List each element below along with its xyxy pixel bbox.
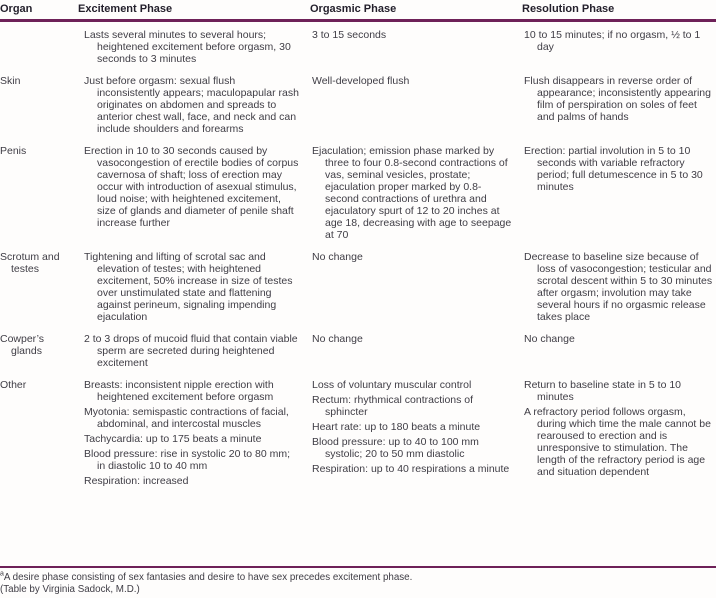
cell-text: Tachycardia: up to 175 beats a minute: [84, 433, 262, 445]
organ-label: Other: [0, 379, 27, 391]
table-row: [0, 75, 716, 135]
cell-orgasmic: [310, 379, 522, 487]
cell-text: Return to baseline state in 5 to 10 minutes: [524, 379, 682, 403]
cell-text: Tightening and lifting of scrotal sac and elevation of testes; with heightened excitement, 50% increase in size of testes over unstimulated state and flattening against perineum, signaling impending ejaculation: [84, 251, 293, 323]
column-header-organ: Organ: [0, 3, 33, 15]
cell-orgasmic: [310, 29, 522, 65]
table-header: [0, 0, 716, 22]
cell-text: Loss of voluntary muscular control: [312, 379, 472, 391]
organ-label: Penis: [0, 145, 27, 157]
cell-text: Well-developed flush: [312, 75, 410, 87]
cell-text: No change: [312, 333, 363, 345]
cell-text: Erection in 10 to 30 seconds caused by vasocongestion of erectile bodies of corpus cavernosa of shaft; loss of erection may occur with introduction of asexual stimulus, loud noise; with heightened excitement, size of glands and diameter of penile shaft increase further: [84, 145, 299, 229]
cell-text: No change: [312, 251, 363, 263]
footnote-text: A desire phase consisting of sex fantasies and desire to have sex precedes excitement phase.: [3, 572, 413, 583]
cell-excitement: [78, 145, 310, 241]
footnote-section: [0, 566, 716, 596]
cell-text: Respiration: increased: [84, 475, 189, 487]
cell-excitement: [78, 75, 310, 135]
cell-resolution: [522, 29, 716, 65]
organ-label: Skin: [0, 75, 21, 87]
cell-organ: [0, 251, 78, 323]
cell-resolution: [522, 145, 716, 241]
cell-text: Myotonia: semispastic contractions of facial, abdominal, and intercostal muscles: [84, 406, 289, 430]
cell-organ: [0, 333, 78, 369]
column-header-orgasmic: Orgasmic Phase: [310, 3, 397, 15]
cell-orgasmic: [310, 333, 522, 369]
table-row: [0, 379, 716, 487]
cell-text: Just before orgasm: sexual flush inconsistently appears; maculopapular rash originates on abdomen and spreads to anterior chest wall, face, and neck and can include shoulders and forearms: [84, 75, 299, 135]
cell-excitement: [78, 29, 310, 65]
column-header-excitement: Excitement Phase: [78, 3, 173, 15]
cell-text: 10 to 15 minutes; if no orgasm, ½ to 1 day: [524, 29, 701, 53]
table-row: [0, 333, 716, 369]
table-body: [0, 22, 716, 487]
cell-text: No change: [524, 333, 575, 345]
cell-text: Lasts several minutes to several hours; heightened excitement before orgasm, 30 seconds to 3 minutes: [84, 29, 291, 65]
table-row: [0, 145, 716, 241]
cell-organ: [0, 379, 78, 487]
cell-excitement: [78, 251, 310, 323]
cell-text: A refractory period follows orgasm, during which time the male cannot be rearoused to erection and is unresponsive to stimulation. The length of the refractory period is age and situation dependent: [524, 406, 711, 478]
organ-label: Cowper’s glands: [0, 333, 44, 357]
cell-text: Flush disappears in reverse order of appearance; inconsistently appearing film of perspiration on soles of feet and palms of hands: [524, 75, 711, 123]
cell-orgasmic: [310, 75, 522, 135]
cell-organ: [0, 29, 78, 65]
footnote-marker: a: [0, 570, 4, 578]
organ-label: Scrotum and testes: [0, 251, 60, 275]
cell-text: Decrease to baseline size because of loss of vasocongestion; testicular and scrotal descent within 5 to 30 minutes after orgasm; involution may take several hours if no orgasmic release takes place: [524, 251, 713, 323]
cell-excitement: [78, 333, 310, 369]
cell-text: 3 to 15 seconds: [312, 29, 387, 41]
column-header-resolution: Resolution Phase: [522, 3, 615, 15]
cell-text: Ejaculation; emission phase marked by three to four 0.8-second contractions of vas, seminal vesicles, prostate; ejaculation proper marked by 0.8-second contractions of urethra and ejaculatory spurt of 12 to 20 inches at age 18, decreasing with age to seepage at 70: [312, 145, 512, 241]
cell-text: Heart rate: up to 180 beats a minute: [312, 421, 481, 433]
cell-excitement: [78, 379, 310, 487]
cell-organ: [0, 145, 78, 241]
cell-text: 2 to 3 drops of mucoid fluid that contain viable sperm are secreted during heightened excitement: [84, 333, 298, 369]
cell-text: Erection: partial involution in 5 to 10 seconds with variable refractory period; full detumescence in 5 to 30 minutes: [524, 145, 703, 193]
cell-text: Rectum: rhythmical contractions of sphincter: [312, 394, 474, 418]
table-row: [0, 251, 716, 323]
cell-resolution: [522, 333, 716, 369]
cell-resolution: [522, 251, 716, 323]
cell-orgasmic: [310, 251, 522, 323]
cell-resolution: [522, 379, 716, 487]
cell-resolution: [522, 75, 716, 135]
table-credit: (Table by Virginia Sadock, M.D.): [0, 584, 140, 595]
cell-text: Blood pressure: rise in systolic 20 to 80 mm; in diastolic 10 to 40 mm: [84, 448, 291, 472]
footnote: [0, 572, 716, 584]
cell-orgasmic: [310, 145, 522, 241]
cell-text: Blood pressure: up to 40 to 100 mm systolic; 20 to 50 mm diastolic: [312, 436, 479, 460]
cell-text: Respiration: up to 40 respirations a minute: [312, 463, 510, 475]
cell-text: Breasts: inconsistent nipple erection with heightened excitement before orgasm: [84, 379, 274, 403]
table-row: [0, 29, 716, 65]
cell-organ: [0, 75, 78, 135]
